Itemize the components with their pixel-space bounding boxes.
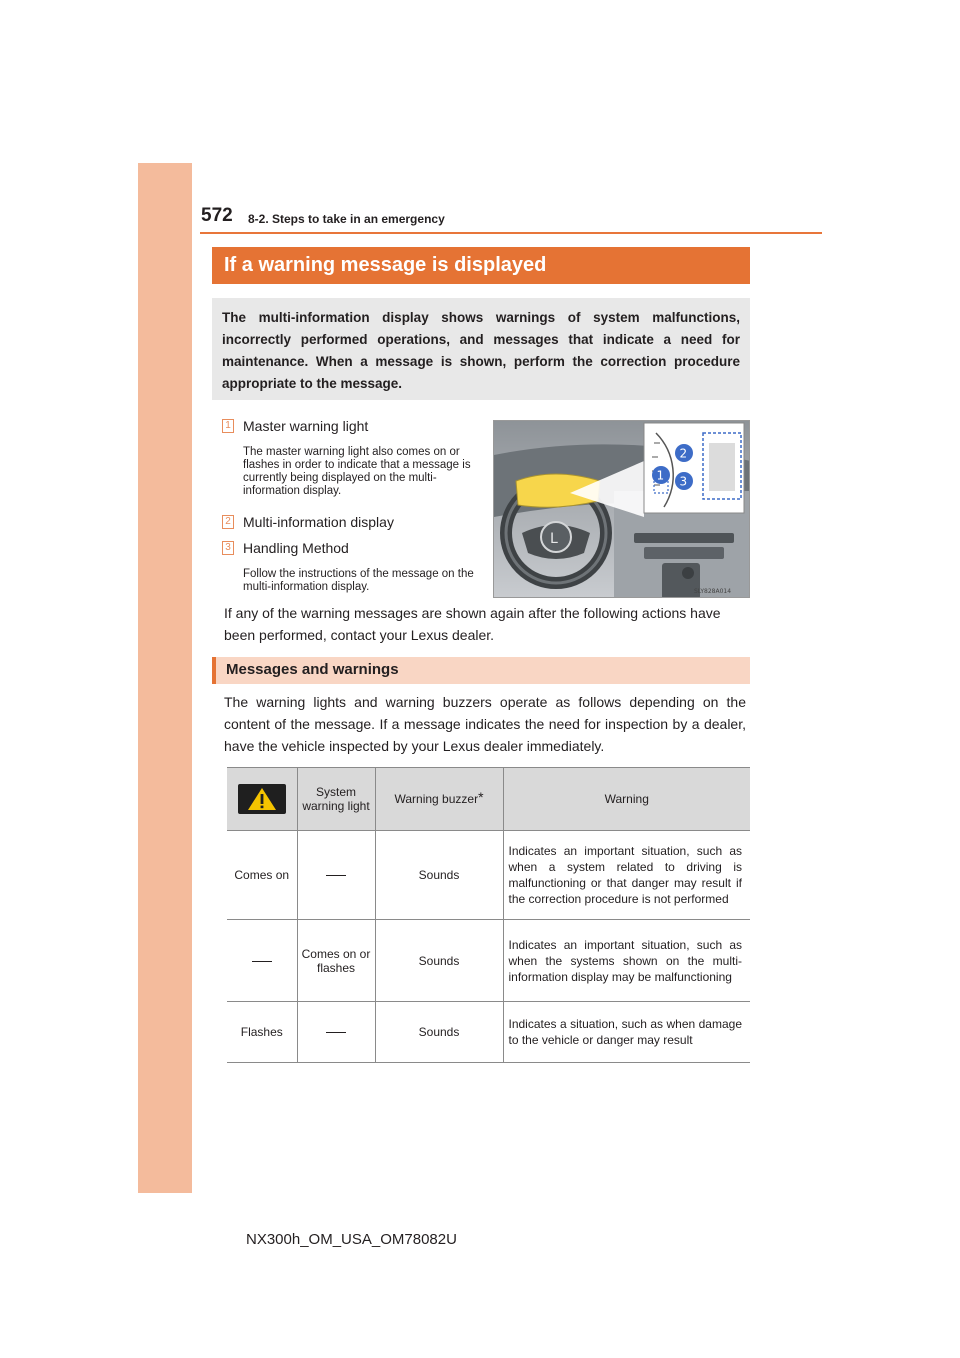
callout-number-1: 1 xyxy=(222,419,234,433)
table-row xyxy=(227,831,750,920)
figure-code: SLY828A014 xyxy=(694,588,732,595)
cell-warning-description: Indicates an important situation, such as when the systems shown on the multi-information display may be malfunctioning xyxy=(503,920,750,1002)
warning-icon xyxy=(238,784,286,814)
dashboard-figure xyxy=(493,420,750,598)
cell-warning-state xyxy=(227,920,297,1002)
callout-description-1: The master warning light also comes on or flashes in order to indicate that a message is currently being displayed on the multi-information display. xyxy=(243,446,471,497)
figure-marker-1: 1 xyxy=(656,468,665,483)
chapter-sidebar-tab xyxy=(138,163,192,1193)
callout-description-3: Follow the instructions of the message on the multi-information display. xyxy=(243,568,474,593)
figure-marker-2: 2 xyxy=(679,446,688,461)
table-row xyxy=(227,920,750,1002)
svg-text:L: L xyxy=(550,531,558,547)
footnote-asterisk: * xyxy=(478,789,484,805)
cell-buzzer: Sounds xyxy=(375,920,503,1002)
cell-system-light: Comes on or flashes xyxy=(297,920,375,1002)
subheading: Messages and warnings xyxy=(226,661,399,678)
callout-label-multi-information-display: Multi-information display xyxy=(243,514,394,530)
page-number: 572 xyxy=(201,205,233,226)
header-warning-buzzer-label: Warning buzzer xyxy=(394,792,479,806)
footer-doc-id: NX300h_OM_USA_OM78082U xyxy=(246,1231,457,1248)
cell-warning-state: Flashes xyxy=(227,1002,297,1063)
section-heading: 8-2. Steps to take in an emergency xyxy=(248,212,445,226)
dash-mark xyxy=(252,961,272,962)
callout-label-handling-method: Handling Method xyxy=(243,540,349,556)
dash-mark xyxy=(326,1032,346,1033)
cell-warning-description: Indicates a situation, such as when damage to the vehicle or danger may result xyxy=(503,1002,750,1063)
intro-text: The multi-information display shows warnings of system malfunctions, incorrectly performed operations, and messages that indicate a need for maintenance. When a message is shown, perform the correction procedure appropriate to the message. xyxy=(222,310,740,391)
cell-buzzer: Sounds xyxy=(375,1002,503,1063)
table-row xyxy=(227,1002,750,1063)
dash-mark xyxy=(326,875,346,876)
warning-table xyxy=(227,767,750,1063)
callout-label-master-warning-light: Master warning light xyxy=(243,418,369,434)
header-system-warning-light: System warning light xyxy=(297,768,375,831)
figure-marker-3: 3 xyxy=(679,474,688,489)
header-warning: Warning xyxy=(503,768,750,831)
callout-number-2: 2 xyxy=(222,515,234,529)
header-divider xyxy=(200,232,822,234)
dashboard-illustration xyxy=(494,421,750,598)
cell-system-light xyxy=(297,831,375,920)
page-title-bar xyxy=(212,247,750,284)
header-warning-buzzer xyxy=(375,768,503,831)
cell-buzzer: Sounds xyxy=(375,831,503,920)
followup-text: If any of the warning messages are shown again after the following actions have been performed, contact your Lexus dealer. xyxy=(224,605,721,643)
intro-box xyxy=(212,298,750,400)
callout-number-3: 3 xyxy=(222,541,234,555)
cell-system-light xyxy=(297,1002,375,1063)
cell-warning-description: Indicates an important situation, such as when a system related to driving is malfunctioning or that danger may result if the correction procedure is not performed xyxy=(503,831,750,920)
header-icon-cell xyxy=(227,768,297,831)
subheading-bar xyxy=(212,657,750,684)
table-header-row xyxy=(227,768,750,831)
body-text: The warning lights and warning buzzers operate as follows depending on the content of the message. If a message indicates the need for inspection by a dealer, have the vehicle inspected by your Lexus dealer immediately. xyxy=(224,694,746,754)
page-title: If a warning message is displayed xyxy=(224,254,547,276)
cell-warning-state: Comes on xyxy=(227,831,297,920)
